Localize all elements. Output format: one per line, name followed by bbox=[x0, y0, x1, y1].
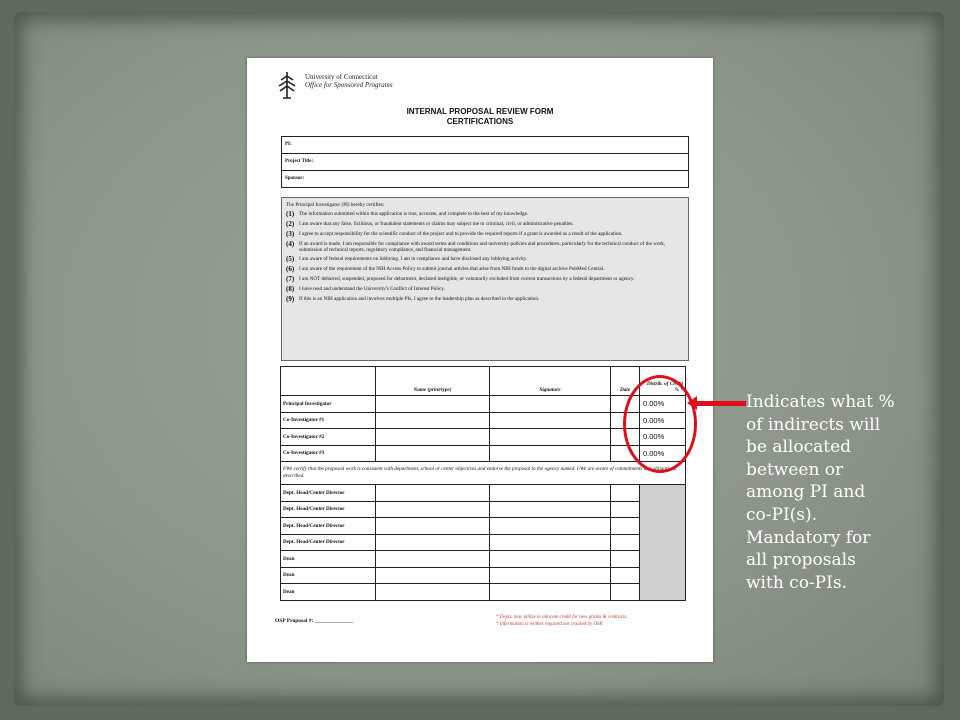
name-cell[interactable] bbox=[376, 567, 490, 584]
name-header: Name (print/type) bbox=[376, 367, 490, 396]
footnotes bbox=[496, 614, 628, 628]
cert-list bbox=[286, 211, 684, 303]
cert-text: If this is an NIH application and involves multiple PIs, I agree to the leadership plan as described in the application. bbox=[299, 296, 540, 302]
arrow-left-icon bbox=[687, 396, 697, 410]
cert-number: (5) bbox=[286, 255, 295, 263]
cert-number: (4) bbox=[286, 240, 295, 248]
investigator-role: Principal Investigator bbox=[281, 396, 376, 413]
name-cell[interactable] bbox=[376, 501, 490, 518]
office-name: Office for Sponsored Programs bbox=[305, 81, 393, 89]
approver-role: Dean bbox=[281, 584, 376, 601]
cert-item bbox=[286, 231, 684, 238]
certification-box bbox=[281, 197, 689, 361]
signature-cell[interactable] bbox=[490, 485, 611, 502]
cert-item bbox=[286, 266, 684, 273]
cert-text: I agree to accept responsibility for the scientific conduct of the project and to provide the required reports if a grant is awarded as a result of the application. bbox=[299, 231, 623, 237]
signature-cell[interactable] bbox=[490, 429, 611, 446]
signature-cell[interactable] bbox=[490, 445, 611, 462]
credit-header: Distrib. of Credit % * bbox=[640, 367, 686, 396]
approver-row bbox=[281, 534, 686, 551]
certify-statement: I/We certify that the proposed work is consistent with department, school or center objectives and endorse the proposal to the agency named. I/We are aware of commitments and obligations described. bbox=[281, 462, 686, 485]
form-page bbox=[247, 58, 713, 662]
name-cell[interactable] bbox=[376, 412, 490, 429]
cert-text: The information submitted within this application is true, accurate, and complete to the best of my knowledge. bbox=[299, 211, 529, 217]
cert-item bbox=[286, 256, 684, 263]
project-title-field: Project Title: bbox=[282, 153, 688, 170]
cert-number: (7) bbox=[286, 275, 295, 283]
signature-cell[interactable] bbox=[490, 518, 611, 535]
annotation-text: Indicates what % of indirects will be allocated between or among PI and co-PI(s). Mandatory for all proposals with co-PIs. bbox=[746, 392, 895, 593]
investigator-role: Co-Investigator #2 bbox=[281, 429, 376, 446]
approver-row bbox=[281, 485, 686, 502]
date-cell[interactable] bbox=[611, 584, 640, 601]
credit-percent-field[interactable]: 0.00% bbox=[640, 429, 686, 446]
cert-text: I am aware that any false, fictitious, or fraudulent statements or claims may subject me to criminal, civil, or administrative penalties. bbox=[299, 221, 574, 227]
credit-percent-field[interactable]: 0.00% bbox=[640, 445, 686, 462]
signature-cell[interactable] bbox=[490, 501, 611, 518]
name-cell[interactable] bbox=[376, 584, 490, 601]
university-seal-icon bbox=[275, 70, 299, 100]
name-cell[interactable] bbox=[376, 396, 490, 413]
cert-number: (1) bbox=[286, 210, 295, 218]
approver-role: Dept. Head/Center Director bbox=[281, 518, 376, 535]
form-title bbox=[247, 107, 713, 127]
cert-number: (3) bbox=[286, 230, 295, 238]
project-info-box bbox=[281, 136, 689, 188]
date-cell[interactable] bbox=[611, 567, 640, 584]
date-cell[interactable] bbox=[611, 501, 640, 518]
date-cell[interactable] bbox=[611, 551, 640, 568]
cert-text: I am aware of federal requirements on lobbying. I am in compliance and have disclosed any lobbying activity. bbox=[299, 256, 528, 262]
cert-text: I have read and understand the University's Conflict of Interest Policy. bbox=[299, 286, 445, 292]
form-title-line2: CERTIFICATIONS bbox=[446, 117, 514, 126]
role-header bbox=[281, 367, 376, 396]
name-cell[interactable] bbox=[376, 534, 490, 551]
certify-row bbox=[281, 462, 686, 485]
cert-item bbox=[286, 221, 684, 228]
approver-role: Dept. Head/Center Director bbox=[281, 485, 376, 502]
highlight-circle bbox=[623, 375, 697, 473]
date-header: Date bbox=[611, 367, 640, 396]
signature-cell[interactable] bbox=[490, 396, 611, 413]
signature-cell[interactable] bbox=[490, 567, 611, 584]
table-header-row bbox=[281, 367, 686, 396]
name-cell[interactable] bbox=[376, 518, 490, 535]
name-cell[interactable] bbox=[376, 445, 490, 462]
approver-row bbox=[281, 551, 686, 568]
cert-number: (6) bbox=[286, 265, 295, 273]
osp-proposal-number: OSP Proposal #: ______________ bbox=[275, 618, 354, 624]
annotation-arrow-line bbox=[694, 401, 746, 406]
signature-cell[interactable] bbox=[490, 534, 611, 551]
name-cell[interactable] bbox=[376, 485, 490, 502]
cert-intro: The Principal Investigator (PI) hereby certifies: bbox=[286, 202, 385, 208]
signature-cell[interactable] bbox=[490, 584, 611, 601]
cert-text: I am NOT debarred, suspended, proposed for debarment, declared ineligible, or voluntarily excluded from current transactions by a federal department or agency. bbox=[299, 276, 635, 282]
approver-row bbox=[281, 584, 686, 601]
cert-number: (8) bbox=[286, 285, 295, 293]
name-cell[interactable] bbox=[376, 429, 490, 446]
approver-role: Dean bbox=[281, 567, 376, 584]
approver-row bbox=[281, 501, 686, 518]
form-title-line1: INTERNAL PROPOSAL REVIEW FORM bbox=[406, 107, 554, 116]
signature-cell[interactable] bbox=[490, 412, 611, 429]
cert-number: (9) bbox=[286, 295, 295, 303]
cert-text: If an award is made, I am responsible for compliance with award terms and conditions and university policies and procedures, particularly for the technical conduct of the work, submission of technical reports, regulatory compliance, and financial management. bbox=[299, 241, 666, 253]
cert-item bbox=[286, 241, 684, 253]
cert-number: (2) bbox=[286, 220, 295, 228]
approver-role: Dean bbox=[281, 551, 376, 568]
investigator-role: Co-Investigator #3 bbox=[281, 445, 376, 462]
investigator-role: Co-Investigator #1 bbox=[281, 412, 376, 429]
cert-item bbox=[286, 286, 684, 293]
approver-row bbox=[281, 567, 686, 584]
date-cell[interactable] bbox=[611, 485, 640, 502]
university-name: University of Connecticut bbox=[305, 73, 378, 81]
cert-text: I am aware of the requirement of the NIH Access Policy to submit journal articles that arise from NIH funds to the digital archive PubMed Central. bbox=[299, 266, 605, 272]
pi-field: PI: bbox=[285, 142, 292, 147]
cert-item bbox=[286, 211, 684, 218]
approver-role: Dept. Head/Center Director bbox=[281, 534, 376, 551]
credit-percent-field[interactable]: 0.00% bbox=[640, 396, 686, 413]
signature-table bbox=[280, 366, 686, 601]
credit-percent-field[interactable]: 0.00% bbox=[640, 412, 686, 429]
date-cell[interactable] bbox=[611, 518, 640, 535]
signature-header: Signature bbox=[490, 367, 611, 396]
cert-item bbox=[286, 296, 684, 303]
signature-cell[interactable] bbox=[490, 551, 611, 568]
approver-row bbox=[281, 518, 686, 535]
sponsor-field: Sponsor: bbox=[282, 170, 688, 187]
investigator-row bbox=[281, 445, 686, 462]
cert-item bbox=[286, 276, 684, 283]
footnote-2: * Information is neither required nor tracked by OSP. bbox=[496, 622, 604, 627]
approver-rows bbox=[281, 485, 686, 601]
footnote-1: * Depts. may utilize to allocate credit for new grants & contracts. bbox=[496, 615, 628, 620]
credit-disabled-cell bbox=[640, 485, 686, 601]
date-cell[interactable] bbox=[611, 534, 640, 551]
name-cell[interactable] bbox=[376, 551, 490, 568]
university-header bbox=[305, 73, 393, 89]
approver-role: Dept. Head/Center Director bbox=[281, 501, 376, 518]
